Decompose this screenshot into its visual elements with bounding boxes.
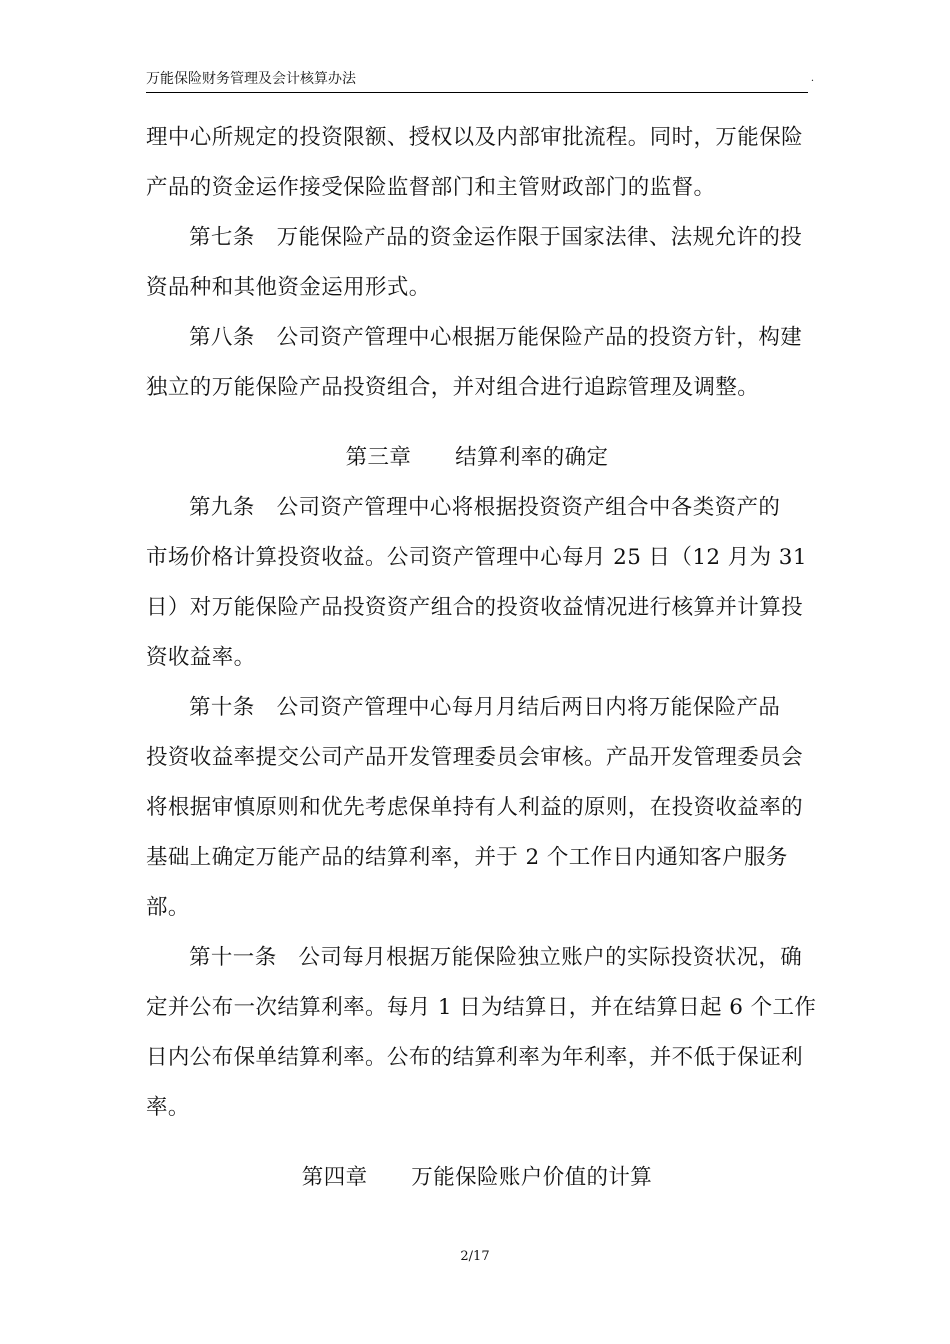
paragraph-line: 资品种和其他资金运用形式。 [146, 275, 431, 300]
paragraph-line: 理中心所规定的投资限额、授权以及内部审批流程。同时，万能保险 [146, 125, 804, 150]
paragraph-line: 投资收益率提交公司产品开发管理委员会审核。产品开发管理委员会 [146, 745, 804, 770]
paragraph-line: 将根据审慎原则和优先考虑保单持有人利益的原则，在投资收益率的 [146, 795, 804, 820]
paragraph-line: 资收益率。 [146, 645, 256, 670]
article-11-line: 第十一条 公司每月根据万能保险独立账户的实际投资状况，确 [189, 945, 803, 970]
paragraph-line: 产品的资金运作接受保险监督部门和主管财政部门的监督。 [146, 175, 716, 200]
paragraph-line: 率。 [146, 1095, 190, 1120]
article-8-line: 第八条 公司资产管理中心根据万能保险产品的投资方针，构建 [189, 325, 803, 350]
page-number: 2/17 [460, 1249, 490, 1264]
article-10-line: 第十条 公司资产管理中心每月月结后两日内将万能保险产品 [189, 695, 781, 720]
article-7-line: 第七条 万能保险产品的资金运作限于国家法律、法规允许的投 [189, 225, 803, 250]
paragraph-line: 独立的万能保险产品投资组合，并对组合进行追踪管理及调整。 [146, 375, 760, 400]
paragraph-line: 部。 [146, 895, 190, 920]
header-title: 万能保险财务管理及会计核算办法 [146, 71, 356, 87]
paragraph-line: 定并公布一次结算利率。每月 1 日为结算日，并在结算日起 6 个工作 [146, 995, 817, 1020]
article-9-line: 第九条 公司资产管理中心将根据投资资产组合中各类资产的 [189, 495, 781, 520]
paragraph-line: 日内公布保单结算利率。公布的结算利率为年利率，并不低于保证利 [146, 1045, 804, 1070]
page-header [146, 66, 814, 93]
chapter-4-heading: 第四章 万能保险账户价值的计算 [301, 1165, 653, 1190]
chapter-3-heading: 第三章 结算利率的确定 [345, 445, 609, 470]
header-mark: . [810, 73, 814, 84]
paragraph-line: 市场价格计算投资收益。公司资产管理中心每月 25 日（12 月为 31 [146, 545, 807, 570]
paragraph-line: 基础上确定万能产品的结算利率，并于 2 个工作日内通知客户服务 [146, 845, 788, 870]
paragraph-line: 日）对万能保险产品投资资产组合的投资收益情况进行核算并计算投 [146, 595, 804, 620]
